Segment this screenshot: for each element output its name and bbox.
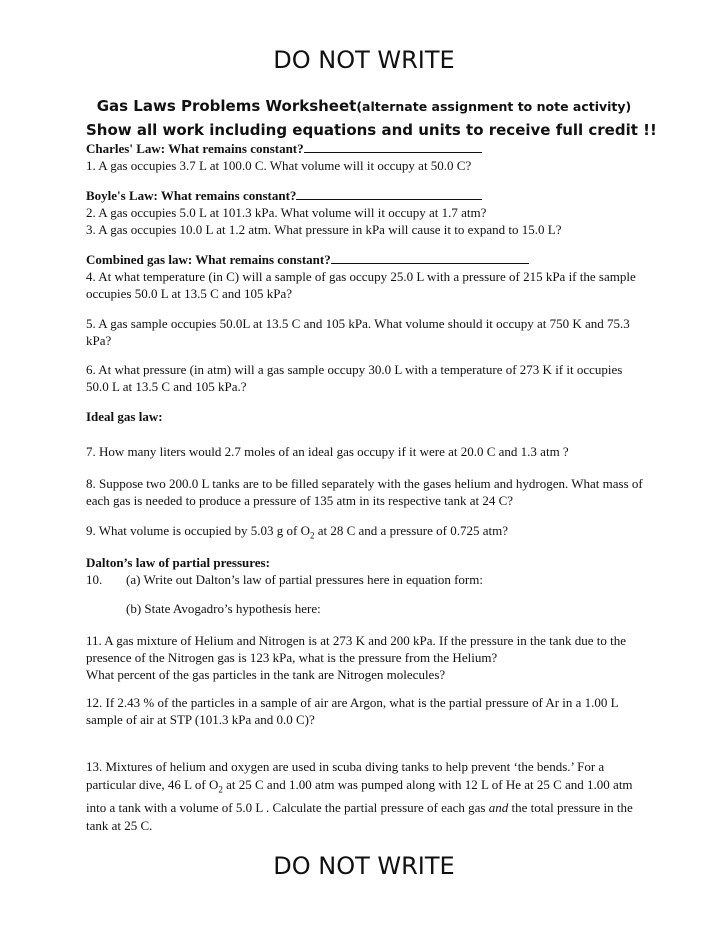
question-3: 3. A gas occupies 10.0 L at 1.2 atm. What pressure in kPa will cause it to expand to 15.0 L? — [86, 222, 562, 237]
question-10a: 10. (a) Write out Dalton’s law of partial pressures here in equation form: — [86, 572, 483, 587]
question-4: 4. At what temperature (in C) will a sample of gas occupy 25.0 L with a pressure of 215 kPa if the sample occupies 50.0 L at 13.5 C and 105 kPa? — [86, 269, 636, 301]
answer-blank — [296, 187, 482, 200]
banner-bottom: DO NOT WRITE — [273, 852, 455, 880]
question-7: 7. How many liters would 2.7 moles of an ideal gas occupy if it were at 20.0 C and 1.3 atm ? — [86, 444, 569, 459]
title-main: Gas Laws Problems Worksheet — [96, 97, 357, 115]
worksheet-title — [0, 97, 728, 115]
section-charles — [86, 140, 646, 174]
banner-top: DO NOT WRITE — [273, 46, 455, 74]
dalton-heading: Dalton’s law of partial pressures: — [86, 555, 270, 570]
question-10b: (b) State Avogadro’s hypothesis here: — [126, 601, 321, 616]
section-boyle — [86, 187, 646, 238]
question-2: 2. A gas occupies 5.0 L at 101.3 kPa. What volume will it occupy at 1.7 atm? — [86, 205, 487, 220]
question-8: 8. Suppose two 200.0 L tanks are to be filled separately with the gases helium and hydrogen. What mass of each gas is needed to produce a pressure of 135 atm in its respective tank at 24 C? — [86, 476, 643, 508]
ideal-heading: Ideal gas law: — [86, 409, 163, 424]
question-5: 5. A gas sample occupies 50.0L at 13.5 C and 105 kPa. What volume should it occupy at 750 K and 75.3 kPa? — [86, 316, 630, 348]
question-1: 1. A gas occupies 3.7 L at 100.0 C. What volume will it occupy at 50.0 C? — [86, 158, 472, 173]
question-11: 11. A gas mixture of Helium and Nitrogen is at 273 K and 200 kPa. If the pressure in the tank due to the presence of the Nitrogen gas is 123 kPa, what is the pressure from the Helium? What percent of the gas particles in the tank are Nitrogen molecules? — [86, 633, 626, 682]
worksheet-instructions: Show all work including equations and units to receive full credit !! — [86, 121, 657, 139]
section-combined — [86, 251, 646, 302]
section-dalton — [86, 554, 646, 588]
question-6: 6. At what pressure (in atm) will a gas sample occupy 30.0 L with a temperature of 273 K if it occupies 50.0 L at 13.5 C and 105 kPa.? — [86, 362, 623, 394]
combined-heading: Combined gas law: What remains constant? — [86, 252, 331, 267]
question-9: 9. What volume is occupied by 5.03 g of $O_2$ at 28 C and a pressure of 0.725 atm? — [86, 523, 508, 541]
boyle-heading: Boyle's Law: What remains constant? — [86, 188, 297, 203]
question-12: 12. If 2.43 % of the particles in a sample of air are Argon, what is the partial pressure of Ar in a 1.00 L sample of air at STP (101.3 kPa and 0.0 C)? — [86, 695, 619, 727]
charles-heading: Charles' Law: What remains constant? — [86, 141, 304, 156]
answer-blank — [331, 251, 529, 264]
answer-blank — [304, 140, 482, 153]
question-13: 13. Mixtures of helium and oxygen are used in scuba diving tanks to help prevent ‘the bends.’ For a particular dive, 46 L of $O_2$ at 25 C and 1.00 atm was pumped along with 12 L of He at 25 C and 1.00 atm into a tank with a volume of 5.0 L . Calculate the partial pressure of each gas and the total pressure in the tank at 25 C. — [86, 759, 633, 833]
title-alt: (alternate assignment to note activity) — [356, 99, 632, 114]
